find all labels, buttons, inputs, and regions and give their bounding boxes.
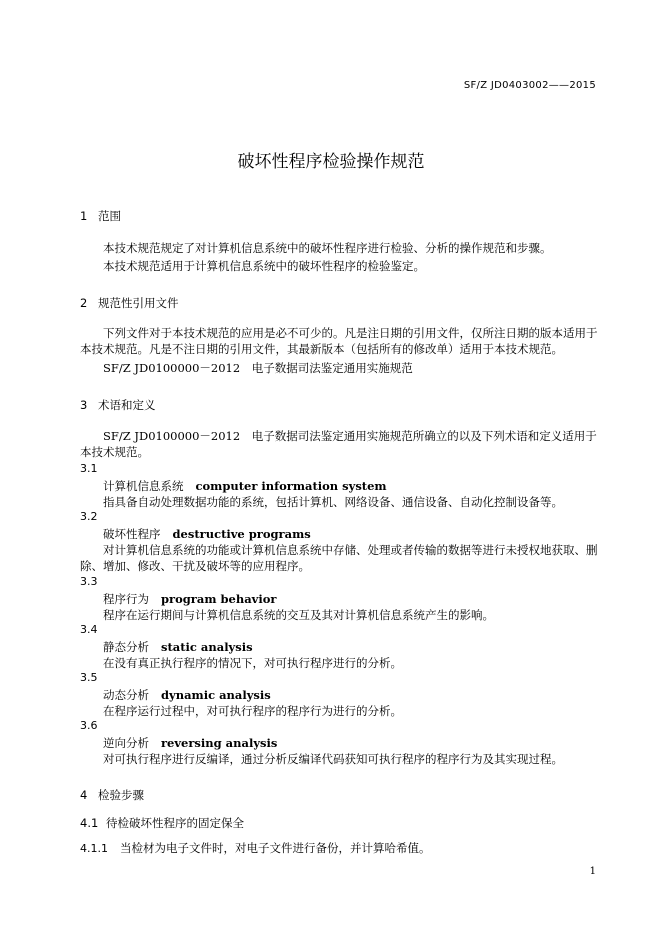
term-heading <box>103 639 253 655</box>
section-title: 范围 <box>98 209 121 223</box>
section-number: 4 <box>80 788 88 802</box>
term-definition: 在没有真正执行程序的情况下，对可执行程序进行的分析。 <box>103 656 402 670</box>
term-english: dynamic analysis <box>161 688 271 702</box>
section-1-heading <box>80 208 121 224</box>
term-definition: 对可执行程序进行反编译，通过分析反编译代码获知可执行程序的程序行为及其实现过程。 <box>103 752 563 766</box>
term-number: 3.2 <box>80 510 98 523</box>
term-heading <box>103 735 277 751</box>
document-number: SF/Z JD0403002——2015 <box>463 80 596 91</box>
term-heading <box>103 687 271 703</box>
clause-text: 当检材为电子文件时，对电子文件进行备份，并计算哈希值。 <box>120 841 431 855</box>
clause-item <box>80 840 431 857</box>
term-number: 3.3 <box>80 575 98 588</box>
section-3-intro: SF/Z JD0100000－2012 电子数据司法鉴定通用实施规范所确立的以及下列术语和定义适用于本技术规范。 <box>80 429 597 459</box>
term-chinese: 程序行为 <box>103 592 149 606</box>
section-number: 3 <box>80 398 88 412</box>
term-chinese: 静态分析 <box>103 640 149 654</box>
section-1-paragraph-1: 本技术规范规定了对计算机信息系统中的破坏性程序进行检验、分析的操作规范和步骤。 <box>103 241 552 255</box>
section-2-heading <box>80 295 179 311</box>
term-definition: 在程序运行过程中，对可执行程序的程序行为进行的分析。 <box>103 704 402 718</box>
section-2-reference: SF/Z JD0100000－2012 电子数据司法鉴定通用实施规范 <box>103 361 413 375</box>
term-english: destructive programs <box>172 527 311 541</box>
document-title: 破坏性程序检验操作规范 <box>237 152 425 172</box>
term-heading <box>103 478 387 494</box>
section-number: 2 <box>80 296 88 310</box>
section-title: 规范性引用文件 <box>98 296 179 310</box>
section-3-heading <box>80 397 156 413</box>
clause-number: 4.1.1 <box>80 842 108 855</box>
section-title: 术语和定义 <box>98 398 156 412</box>
page-number: 1 <box>589 866 596 877</box>
term-number: 3.5 <box>80 671 98 684</box>
term-heading <box>103 526 311 542</box>
subsection-title: 待检破坏性程序的固定保全 <box>106 816 244 830</box>
term-english: reversing analysis <box>161 736 278 750</box>
term-chinese: 逆向分析 <box>103 736 149 750</box>
term-definition: 指具备自动处理数据功能的系统，包括计算机、网络设备、通信设备、自动化控制设备等。 <box>103 495 563 509</box>
term-definition: 程序在运行期间与计算机信息系统的交互及其对计算机信息系统产生的影响。 <box>103 608 494 622</box>
term-number: 3.1 <box>80 462 98 475</box>
term-number: 3.6 <box>80 719 98 732</box>
term-chinese: 破坏性程序 <box>103 527 161 541</box>
term-english: program behavior <box>161 592 277 606</box>
section-number: 1 <box>80 209 88 223</box>
term-english: computer information system <box>195 479 387 493</box>
term-chinese: 动态分析 <box>103 688 149 702</box>
term-number: 3.4 <box>80 623 98 636</box>
subsection-heading <box>80 815 244 831</box>
term-heading <box>103 591 276 607</box>
section-title: 检验步骤 <box>98 788 144 802</box>
section-4-heading <box>80 787 144 803</box>
subsection-number: 4.1 <box>80 816 99 830</box>
section-1-paragraph-2: 本技术规范适用于计算机信息系统中的破坏性程序的检验鉴定。 <box>103 259 425 273</box>
term-definition: 对计算机信息系统的功能或计算机信息系统中存储、处理或者传输的数据等进行未授权地获取、删除、增加、修改、干扰及破坏等的应用程序。 <box>80 543 598 573</box>
term-chinese: 计算机信息系统 <box>103 479 184 493</box>
term-english: static analysis <box>161 640 253 654</box>
section-2-paragraph: 下列文件对于本技术规范的应用是必不可少的。凡是注日期的引用文件，仅所注日期的版本适用于本技术规范。凡是不注日期的引用文件，其最新版本（包括所有的修改单）适用于本技术规范。 <box>80 326 598 356</box>
